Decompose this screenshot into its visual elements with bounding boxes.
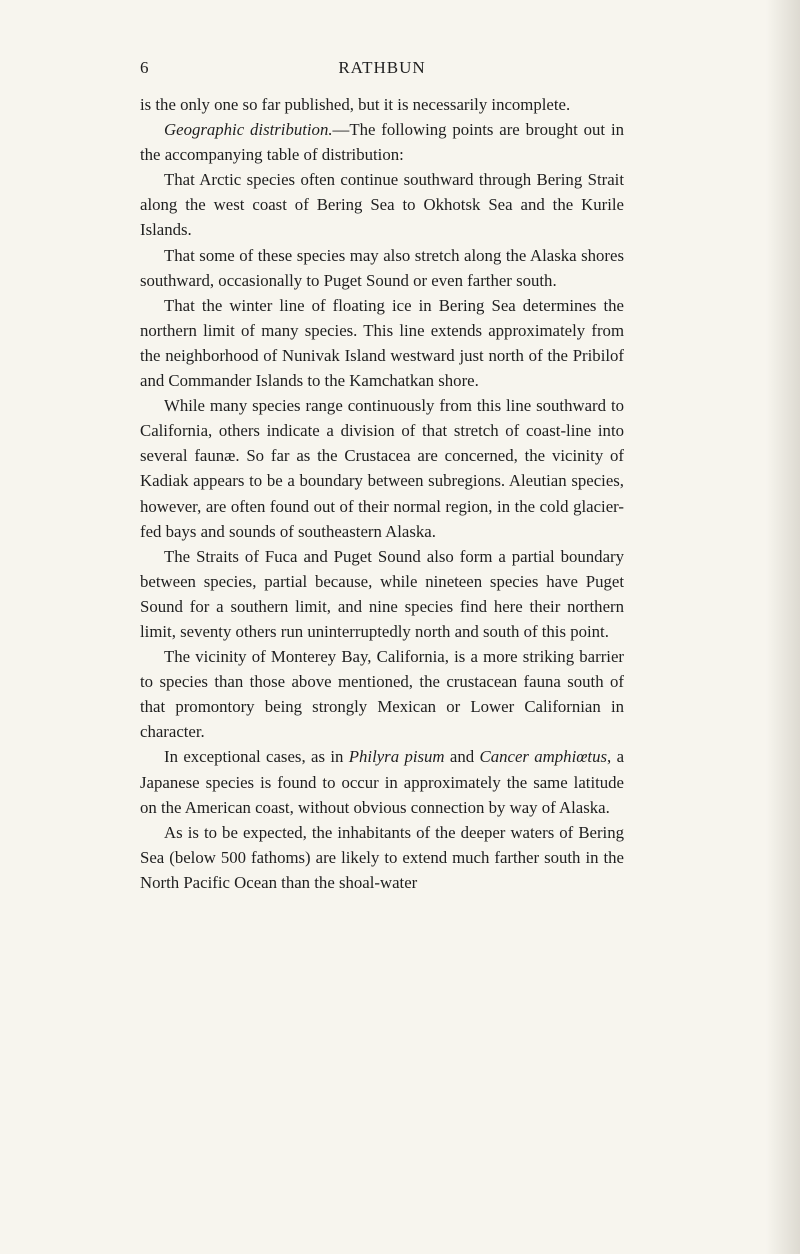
page-edge-shadow	[766, 0, 800, 1254]
section-heading: Geographic distribution.	[164, 120, 333, 140]
paragraph-winter-ice-line: That the winter line of floating ice in Bering Sea determines the northern limit of many species. This line extends approximately from the neighborhood of Nunivak Island westward just north of the Pribilof and Commander Islands to the Kamchatkan shore.	[140, 295, 624, 391]
paragraph-geographic-distribution	[140, 117, 624, 167]
running-title: RATHBUN	[338, 58, 426, 77]
species-name: Cancer amphiœtus	[479, 747, 608, 767]
body-text	[140, 92, 624, 895]
species-name: Philyra pisum	[348, 747, 445, 767]
paragraph-continuation: is the only one so far published, but it is necessarily incomplete.	[140, 95, 571, 114]
paragraph-straits-of-fuca: The Straits of Fuca and Puget Sound also form a partial boundary between species, partial because, while nineteen species have Puget Sound for a southern limit, and nine species find here their northern limit, seventy others run uninterruptedly north and south of this point.	[140, 546, 624, 641]
paragraph-text: , a Japanese species is found to occur in approximately the same latitude on the American coast, without obvious connection by way of Alaska.	[140, 747, 625, 817]
paragraph-text: and	[444, 747, 480, 767]
running-head	[140, 58, 624, 84]
paragraph-text: —The following points are brought out in the accompanying table of distribution:	[140, 120, 624, 165]
paragraph-alaska-shores: That some of these species may also stretch along the Alaska shores southward, occasionally to Puget Sound or even farther south.	[140, 245, 624, 290]
page-number: 6	[140, 58, 150, 77]
paragraph-deeper-waters: As is to be expected, the inhabitants of the deeper waters of Bering Sea (below 500 fathoms) are likely to extend much farther south in the North Pacific Ocean than the shoal-water	[140, 822, 624, 892]
paragraph-monterey-bay: The vicinity of Monterey Bay, California, is a more striking barrier to species than those above mentioned, the crustacean fauna south of that promontory being strongly Mexican or Lower Californian in character.	[140, 647, 624, 742]
paragraph-exceptional-cases	[140, 744, 624, 819]
paragraph-text: In exceptional cases, as in	[164, 747, 349, 767]
paragraph-arctic-species: That Arctic species often continue southward through Bering Strait along the west coast of Bering Sea to Okhotsk Sea and the Kurile Islands.	[140, 170, 624, 240]
paragraph-kadiak-boundary: While many species range continuously from this line southward to California, others indicate a division of that stretch of coast-line into several faunæ. So far as the Crustacea are concerned, the vicinity of Kadiak appears to be a boundary between subregions. Aleutian species, however, are often found out of their normal region, in the cold glacier-fed bays and sounds of southeastern Alaska.	[140, 396, 624, 541]
